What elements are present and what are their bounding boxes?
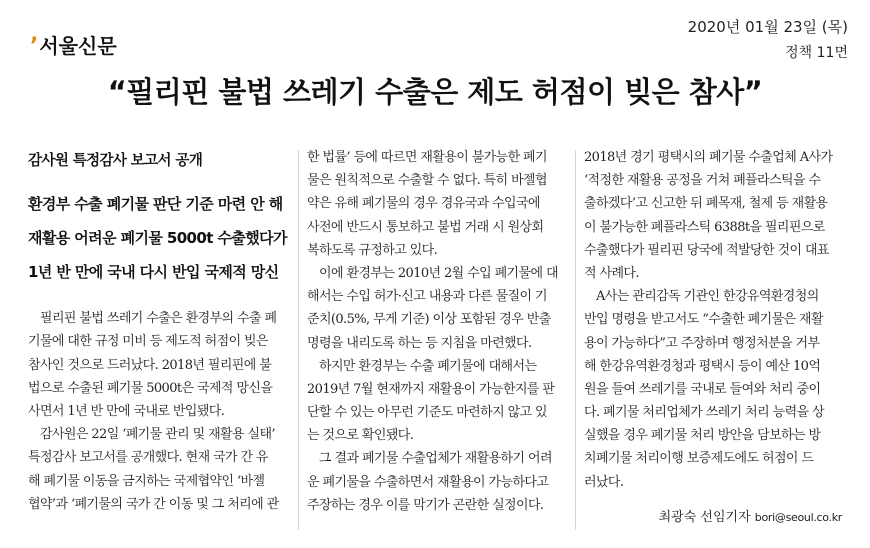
article-column-1 <box>28 150 290 516</box>
column-divider <box>575 150 576 530</box>
section-page: 정책 11면 <box>785 45 848 61</box>
body-line: 주장하는 경우 이를 막기가 곤란한 실정이다. <box>307 497 544 513</box>
body-line: 감사원은 22일 ‘폐기물 관리 및 재활용 실태’ <box>40 427 275 443</box>
body-line: 원을 들여 쓰레기를 국내로 들여와 처리 중이 <box>584 381 821 397</box>
body-line: 기물에 대한 규정 미비 등 제도적 허점이 빚은 <box>28 334 268 350</box>
body-line: 하지만 환경부는 수출 폐기물에 대해서는 <box>319 358 537 374</box>
body-line: 이 불가능한 폐플라스틱 6388t을 필리핀으로 <box>584 219 825 235</box>
body-line: 치폐기물 처리이행 보증제도에도 허점이 드 <box>584 451 814 467</box>
body-line: 는 것으로 확인됐다. <box>307 428 414 444</box>
subheadline: 재활용 어려운 폐기물 5000t 수출했다가 <box>28 229 287 248</box>
body-line: 실했을 경우 폐기물 처리 방안을 담보하는 방 <box>584 428 821 444</box>
body-line: 참사인 것으로 드러났다. 2018년 필리핀에 불 <box>28 357 272 373</box>
body-line: 단할 수 있는 아무런 기준도 마련하지 않고 있 <box>307 405 547 421</box>
logo-accent-mark: ’ <box>30 34 39 59</box>
body-line: 운 폐기물을 수출하면서 재활용이 가능하다고 <box>307 474 549 490</box>
body-line: 해서는 수입 허가·신고 내용과 다른 물질이 기 <box>307 289 547 305</box>
body-line: 법으로 수출된 폐기물 5000t은 국제적 망신을 <box>28 380 273 396</box>
byline <box>659 506 842 525</box>
body-line: 해 한강유역환경청과 평택시 등이 예산 10억 <box>584 358 821 374</box>
body-line: 반입 명령을 받고서도 “수출한 폐기물은 재활 <box>584 312 823 328</box>
body-line: 러났다. <box>584 474 624 490</box>
reporter-name: 최광숙 선임기자 <box>658 510 751 525</box>
body-line: 사면서 1년 반 만에 국내로 반입됐다. <box>28 403 225 419</box>
body-line: 2019년 7월 현재까지 재활용이 가능한지를 판 <box>307 381 555 397</box>
body-line: 협약’과 ‘폐기물의 국가 간 이동 및 그 처리에 관 <box>28 496 279 512</box>
body-line: 적 사례다. <box>584 265 639 281</box>
subheadlines <box>28 187 290 289</box>
column-divider <box>298 150 299 530</box>
body-line: 출하겠다’고 신고한 뒤 폐목재, 철제 등 재활용 <box>584 196 828 212</box>
newspaper-logo <box>30 30 117 59</box>
body-line: 한 법률’ 등에 따르면 재활용이 불가능한 폐기 <box>307 150 547 165</box>
subheadline: 1년 반 만에 국내 다시 반입 국제적 망신 <box>28 263 279 282</box>
body-line: 약은 유해 폐기물의 경우 경유국과 수입국에 <box>307 196 540 212</box>
article-column-2 <box>307 146 569 517</box>
body-line: 물은 원칙적으로 수출할 수 없다. 특히 바젤협 <box>307 173 547 189</box>
headline: “필리핀 불법 쓰레기 수출은 제도 허점이 빚은 참사” <box>107 75 763 109</box>
publication-date: 2020년 01월 23일 (목) <box>687 18 848 36</box>
body-line: 다. 폐기물 처리업체가 쓰레기 처리 능력을 상 <box>584 405 824 421</box>
body-line: 명령을 내리도록 하는 등 지침을 마련했다. <box>307 335 532 351</box>
body-line: 복하도록 규정하고 있다. <box>307 242 438 258</box>
subheadline: 환경부 수출 폐기물 판단 기준 마련 안 해 <box>28 195 283 214</box>
body-line: 사전에 반드시 통보하고 불법 거래 시 원상회 <box>307 219 544 235</box>
body-line: 2018년 경기 평택시의 폐기물 수출업체 A사가 <box>584 150 833 165</box>
body-line: 특정감사 보고서를 공개했다. 현재 국가 간 유 <box>28 450 268 466</box>
body-line: ‘적정한 재활용 공정을 거쳐 폐플라스틱을 수 <box>584 173 821 189</box>
body-line: 용이 가능하다”고 주장하며 행정처분을 거부 <box>584 335 820 351</box>
newspaper-name: 서울신문 <box>39 34 117 58</box>
body-line: A사는 관리감독 기관인 한강유역환경청의 <box>596 289 819 305</box>
body-line: 이에 환경부는 2010년 2월 수입 폐기물에 대 <box>319 265 558 281</box>
body-line: 준치(0.5%, 무게 기준) 이상 포함된 경우 반출 <box>307 312 551 328</box>
reporter-email: bori@seoul.co.kr <box>754 511 842 524</box>
body-line: 필리핀 불법 쓰레기 수출은 환경부의 수출 폐 <box>40 311 277 327</box>
kicker: 감사원 특정감사 보고서 공개 <box>28 153 203 169</box>
body-line: 그 결과 폐기물 수출업체가 재활용하기 어려 <box>319 451 552 467</box>
body-line: 해 폐기물 이동을 금지하는 국제협약인 ‘바젤 <box>28 473 265 489</box>
body-line: 수출했다가 필리핀 당국에 적발당한 것이 대표 <box>584 242 829 258</box>
article-column-3 <box>584 146 846 494</box>
